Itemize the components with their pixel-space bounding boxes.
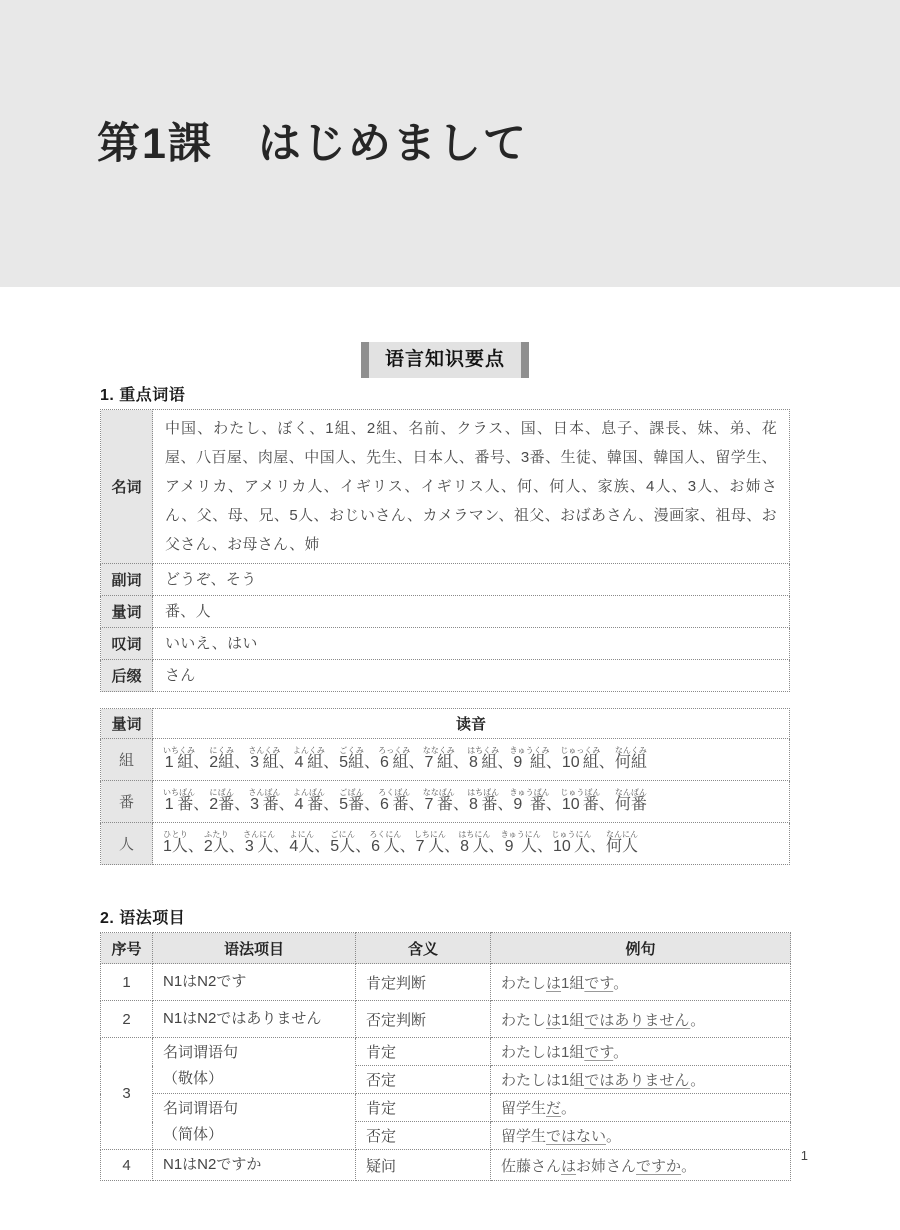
classifier-label: 番 — [101, 781, 153, 823]
col-header-no: 序号 — [101, 933, 153, 964]
grammar-pattern — [153, 1038, 356, 1094]
grammar-example: 佐藤さんはお姉さんですか。 — [491, 1150, 791, 1181]
grammar-example: 留学生ではない。 — [491, 1122, 791, 1150]
grammar-meaning: 否定 — [356, 1066, 491, 1094]
grammar-example: わたしは1組ではありません。 — [491, 1001, 791, 1038]
vocab-row-label: 副词 — [101, 564, 153, 596]
banner-right-bar — [521, 342, 529, 378]
row-number: 2 — [101, 1001, 153, 1038]
vocab-table — [100, 409, 790, 692]
table-row — [101, 823, 790, 865]
col-header-meaning: 含义 — [356, 933, 491, 964]
table-row — [101, 781, 790, 823]
vocab-heading: 1. 重点词语 — [100, 387, 186, 404]
banner-label: 语言知识要点 — [369, 342, 521, 378]
table-row — [101, 596, 790, 628]
readings-table — [100, 708, 790, 865]
section-banner — [361, 342, 529, 378]
row-number: 1 — [101, 964, 153, 1001]
table-row — [101, 739, 790, 781]
row-number: 4 — [101, 1150, 153, 1181]
grammar-example: わたしは1組ではありません。 — [491, 1066, 791, 1094]
reading-list: 1番いちばん、2番にばん、3番さんばん、4番よんばん、5番ごばん、6番ろくばん、7番ななばん、8番はちばん、9番きゅうばん、10番じゅうばん、何番なんばん — [153, 781, 790, 823]
table-header-row — [101, 933, 791, 964]
pattern-line: 名词谓语句 — [163, 1043, 239, 1061]
grammar-meaning: 肯定判断 — [356, 964, 491, 1001]
grammar-meaning: 疑问 — [356, 1150, 491, 1181]
page-content — [100, 287, 790, 1181]
table-row — [101, 628, 790, 660]
grammar-pattern: N1はN2ではありません — [153, 1001, 356, 1038]
vocab-row-content: 中国、わたし、ぼく、1組、2組、名前、クラス、国、日本、息子、課長、妹、弟、花屋、八百屋、肉屋、中国人、先生、日本人、番号、3番、生徒、韓国、韓国人、留学生、アメリカ、アメリカ人、イギリス、イギリス人、何、何人、家族、4人、3人、お姉さん、父、母、兄、5人、おじいさん、カメラマン、祖父、おばあさん、漫画家、祖母、お父さん、お母さん、姉 — [153, 410, 790, 564]
grammar-meaning: 否定 — [356, 1122, 491, 1150]
grammar-heading: 2. 语法项目 — [100, 910, 186, 927]
readings-classifier-header: 量词 — [101, 709, 153, 739]
classifier-label: 人 — [101, 823, 153, 865]
table-row — [101, 964, 791, 1001]
grammar-pattern: N1はN2ですか — [153, 1150, 356, 1181]
lesson-title: 第1課 はじめまして — [97, 120, 528, 168]
col-header-example: 例句 — [491, 933, 791, 964]
vocab-row-content: いいえ、はい — [153, 628, 790, 660]
table-row — [101, 410, 790, 564]
reading-list: 1人ひとり、2人ふたり、3人さんにん、4人よにん、5人ごにん、6人ろくにん、7人しちにん、8人はちにん、9人きゅうにん、10人じゅうにん、何人なんにん — [153, 823, 790, 865]
table-header-row — [101, 709, 790, 739]
vocab-row-label: 后缀 — [101, 660, 153, 692]
classifier-label: 組 — [101, 739, 153, 781]
table-row — [101, 1001, 791, 1038]
grammar-example: わたしは1組です。 — [491, 964, 791, 1001]
vocab-row-content: さん — [153, 660, 790, 692]
pattern-line: 名词谓语句 — [163, 1099, 239, 1117]
grammar-pattern — [153, 1094, 356, 1150]
vocab-row-content: どうぞ、そう — [153, 564, 790, 596]
grammar-meaning: 肯定 — [356, 1094, 491, 1122]
grammar-example: わたしは1組です。 — [491, 1038, 791, 1066]
table-row — [101, 660, 790, 692]
readings-reading-header: 读音 — [153, 709, 790, 739]
vocab-row-label: 名词 — [101, 410, 153, 564]
banner-left-bar — [361, 342, 369, 378]
pattern-line: （简体） — [163, 1125, 224, 1143]
reading-list: 1組いちくみ、2組にくみ、3組さんくみ、4組よんくみ、5組ごくみ、6組ろっくみ、7組ななくみ、8組はちくみ、9組きゅうくみ、10組じゅっくみ、何組なんくみ — [153, 739, 790, 781]
table-row — [101, 564, 790, 596]
table-row — [101, 1150, 791, 1181]
pattern-line: （敬体） — [163, 1069, 224, 1087]
grammar-meaning: 肯定 — [356, 1038, 491, 1066]
row-number: 3 — [101, 1038, 153, 1150]
grammar-table — [100, 932, 791, 1181]
col-header-pattern: 语法项目 — [153, 933, 356, 964]
grammar-example: 留学生だ。 — [491, 1094, 791, 1122]
table-row — [101, 1094, 791, 1122]
vocab-row-label: 叹词 — [101, 628, 153, 660]
table-row — [101, 1038, 791, 1066]
lesson-header-block — [0, 0, 900, 287]
page-number: 1 — [800, 1148, 808, 1163]
vocab-row-content: 番、人 — [153, 596, 790, 628]
vocab-row-label: 量词 — [101, 596, 153, 628]
grammar-pattern: N1はN2です — [153, 964, 356, 1001]
grammar-meaning: 否定判断 — [356, 1001, 491, 1038]
